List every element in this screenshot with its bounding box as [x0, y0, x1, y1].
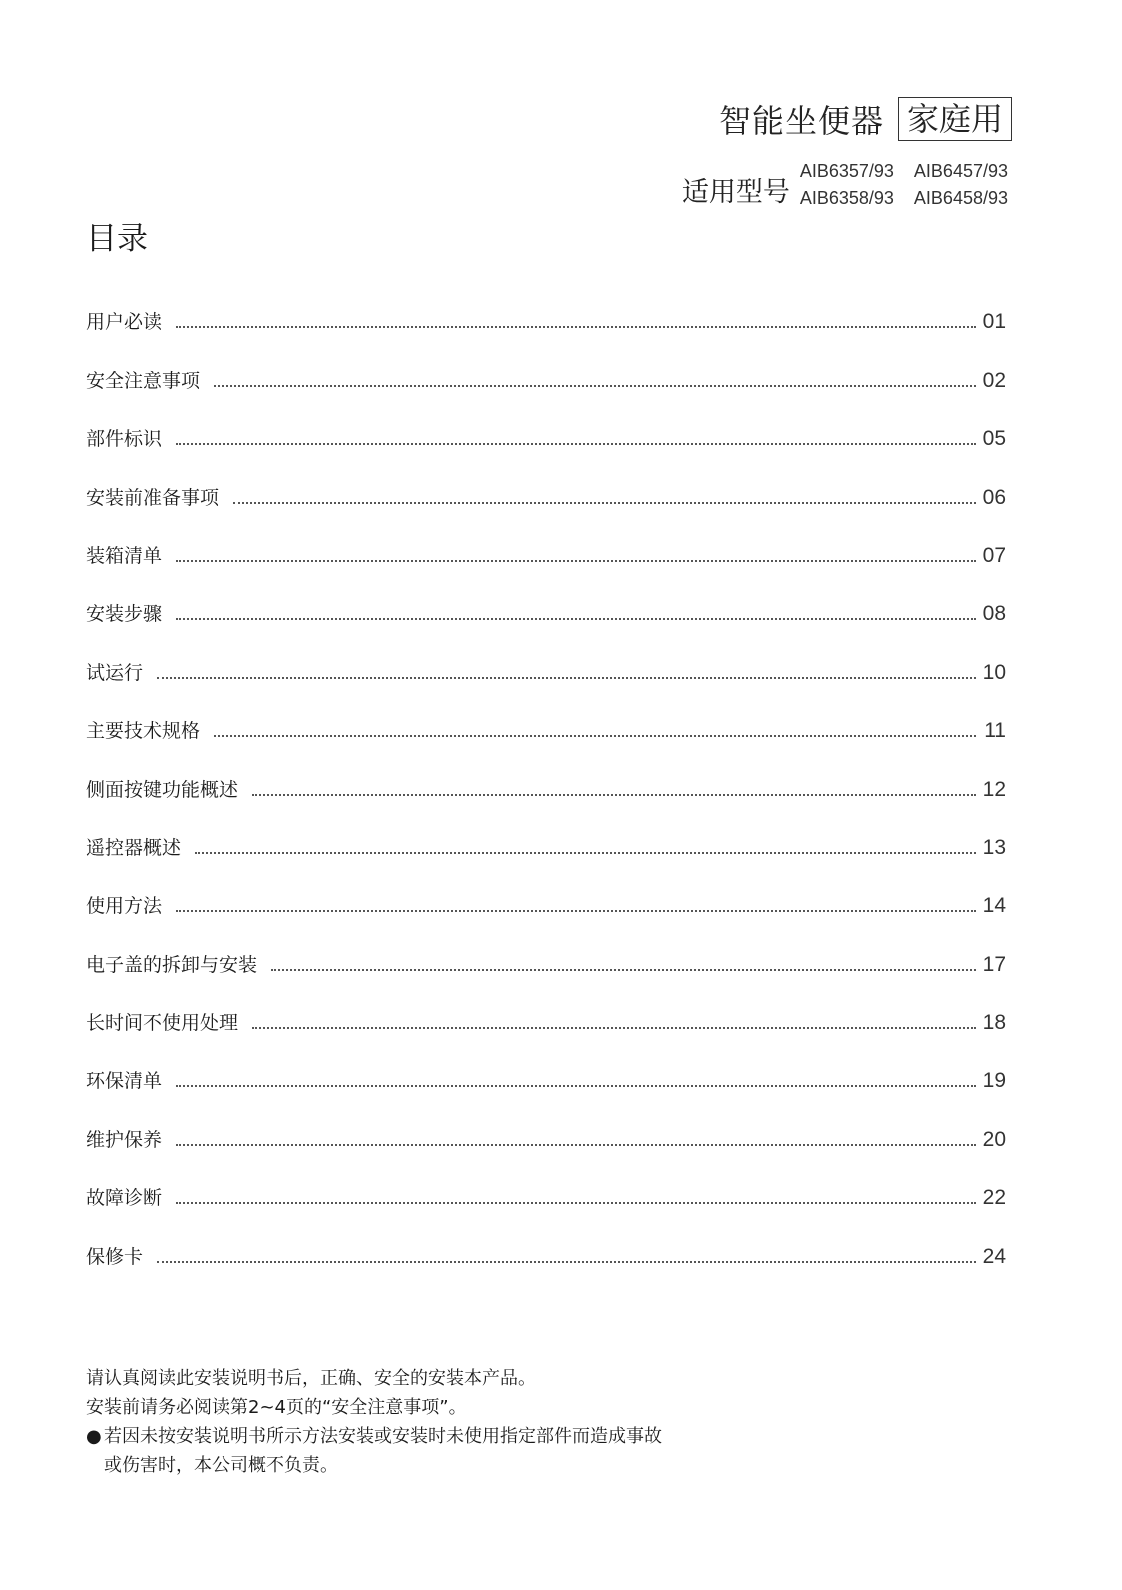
dot-leader [157, 1261, 976, 1263]
toc-entry-title: 遥控器概述 [86, 836, 182, 859]
dot-leader [252, 1027, 976, 1029]
dot-leader [214, 735, 976, 737]
product-title-block [719, 96, 1012, 142]
applicable-models [682, 160, 1008, 209]
toc-entry-title: 安装步骤 [86, 603, 163, 626]
toc-entry[interactable] [86, 924, 1006, 982]
toc-entry-page: 02 [982, 368, 1006, 392]
toc-entry-page: 07 [982, 543, 1006, 567]
toc-entry-title: 长时间不使用处理 [86, 1012, 239, 1035]
toc-entry-title: 安全注意事项 [86, 369, 201, 392]
toc-entry-page: 13 [982, 835, 1006, 859]
toc-entry[interactable] [86, 691, 1006, 749]
toc-entry-page: 18 [982, 1011, 1006, 1035]
toc-entry-page: 08 [982, 602, 1006, 626]
dot-leader [176, 1144, 976, 1146]
toc-heading: 目录 [86, 221, 148, 257]
dot-leader [176, 560, 976, 562]
note-line: 请认真阅读此安装说明书后，正确、安全的安装本产品。 [86, 1368, 536, 1389]
toc-entry-page: 19 [982, 1069, 1006, 1093]
note-line: 安装前请务必阅读第2~4页的“安全注意事项”。 [86, 1397, 467, 1418]
toc-entry-title: 安装前准备事项 [86, 486, 220, 509]
toc-entry[interactable] [86, 457, 1006, 515]
dot-leader [252, 794, 976, 796]
toc-entry[interactable] [86, 866, 1006, 924]
toc-entry-title: 试运行 [86, 661, 144, 684]
dot-leader [195, 852, 976, 854]
toc-entry-page: 14 [982, 894, 1006, 918]
model-list [800, 161, 1008, 209]
dot-leader [176, 326, 976, 328]
note-line: 若因未按安装说明书所示方法安装或安装时未使用指定部件而造成事故 [104, 1426, 662, 1447]
dot-leader [176, 1085, 976, 1087]
dot-leader [176, 1202, 976, 1204]
dot-leader [214, 385, 976, 387]
toc-entry[interactable] [86, 1158, 1006, 1216]
toc-entry[interactable] [86, 1216, 1006, 1274]
toc-entry[interactable] [86, 516, 1006, 574]
toc-entry-title: 环保清单 [86, 1070, 163, 1093]
model-number: AIB6358/93 [799, 187, 894, 208]
toc-entry-page: 12 [982, 777, 1006, 801]
disclaimer-line [86, 1422, 846, 1451]
model-number: AIB6457/93 [913, 160, 1008, 181]
bullet-icon: ● [86, 1426, 102, 1447]
toc-entry[interactable] [86, 282, 1006, 340]
dot-leader [233, 502, 976, 504]
toc-entry[interactable] [86, 399, 1006, 457]
toc-entry-title: 故障诊断 [86, 1187, 163, 1210]
note-line: 或伤害时，本公司概不负责。 [104, 1455, 338, 1476]
dot-leader [157, 677, 976, 679]
toc-entry-title: 保修卡 [86, 1245, 144, 1268]
toc-entry-page: 10 [982, 660, 1006, 684]
toc-entry[interactable] [86, 574, 1006, 632]
dot-leader [176, 618, 976, 620]
toc-entry-page: 05 [982, 427, 1006, 451]
toc-entry-page: 24 [982, 1244, 1006, 1268]
toc-entry[interactable] [86, 983, 1006, 1041]
toc-entry[interactable] [86, 1041, 1006, 1099]
toc-entry-page: 11 [984, 719, 1006, 743]
dot-leader [176, 910, 976, 912]
toc-entry-page: 20 [982, 1127, 1006, 1151]
toc-entry[interactable] [86, 808, 1006, 866]
model-number: AIB6458/93 [913, 187, 1008, 208]
models-label: 适用型号 [681, 177, 790, 208]
dot-leader [176, 443, 976, 445]
toc-entry-title: 维护保养 [86, 1128, 163, 1151]
toc-entry[interactable] [86, 1099, 1006, 1157]
toc-entry-title: 用户必读 [86, 311, 163, 334]
installation-notes [86, 1364, 846, 1480]
toc-entry[interactable] [86, 340, 1006, 398]
toc-entry[interactable] [86, 749, 1006, 807]
toc-entry-title: 装箱清单 [86, 544, 163, 567]
toc-entry-page: 17 [982, 952, 1006, 976]
toc-entry-title: 电子盖的拆卸与安装 [86, 953, 258, 976]
toc-entry-title: 部件标识 [86, 428, 163, 451]
toc-entry-page: 22 [982, 1186, 1006, 1210]
toc-entry[interactable] [86, 632, 1006, 690]
table-of-contents [86, 282, 1006, 1275]
product-title: 智能坐便器 [718, 102, 884, 140]
usage-badge: 家庭用 [898, 97, 1012, 141]
toc-entry-page: 01 [982, 310, 1006, 334]
toc-entry-page: 06 [982, 485, 1006, 509]
toc-entry-title: 主要技术规格 [86, 720, 201, 743]
dot-leader [271, 969, 976, 971]
model-number: AIB6357/93 [799, 160, 894, 181]
toc-entry-title: 侧面按键功能概述 [86, 778, 239, 801]
toc-entry-title: 使用方法 [86, 895, 163, 918]
